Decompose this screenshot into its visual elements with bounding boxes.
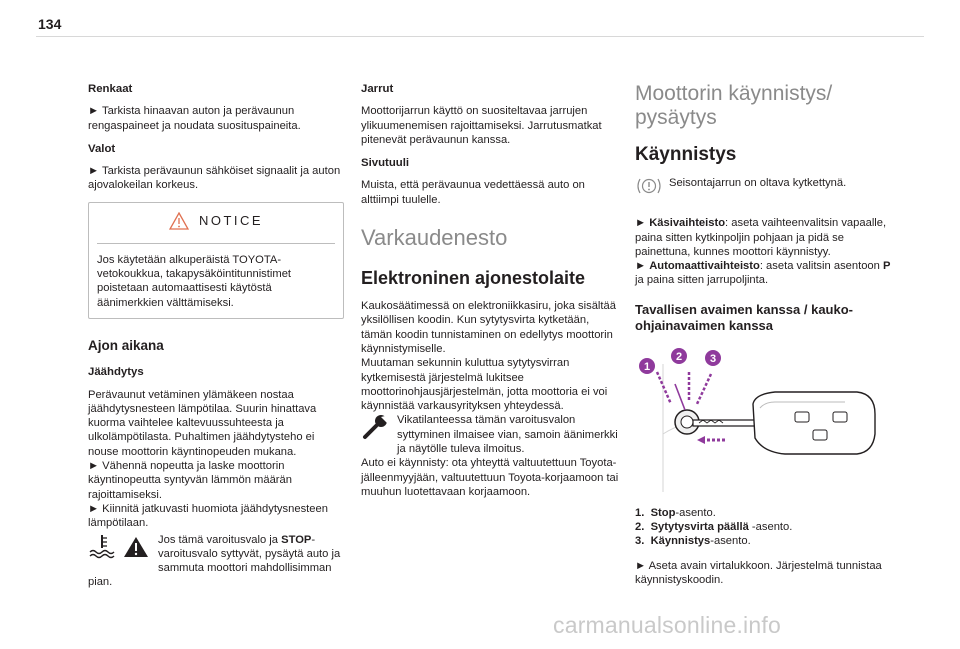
auto-desc-a: : aseta valitsin asentoon: [759, 260, 883, 273]
wrench-warning: [361, 413, 619, 456]
jaahdytys-p1: Perävaunut vetäminen ylämäkeen nostaa jäähdytysnesteen lämpötilaa. Suurin hinattava kuorma vaihtelee kaltevuussuhteesta ja ulkolämpötilasta. Puhaltimen jäähdytysteho ei nouse moottorin käyntinopeuden mukana.: [88, 388, 317, 458]
notice-box: [88, 202, 344, 319]
automaatti-text: ► Automaattivaihteisto: aseta valitsin asentoon P ja paina sitten jarrupoljinta.: [635, 260, 891, 287]
vika-text-2: Auto ei käynnisty: ota yhteyttä valtuutettuun Toyota-jälleenmyyjään, valtuutettuun Toyota-korjaamoon tai muuhun luotettavaan korjaamoon.: [361, 457, 619, 498]
vika-text: Vikatilanteessa tämän varoitusvalon syttyminen ilmaisee vian, samoin äänimerkki ja näytölle tuleva ilmoitus.: [397, 414, 618, 456]
jaahdytys-p3: ► Kiinnitä jatkuvasti huomiota jäähdytysnesteen lämpötilaan.: [88, 502, 328, 530]
column-3: [635, 82, 897, 587]
seisonta-text: Seisontajarrun on oltava kytkettynä.: [669, 177, 847, 189]
auto-label: Automaattivaihteisto: [649, 260, 760, 273]
coolant-warning: [88, 533, 344, 590]
jarrut-heading: Jarrut: [361, 83, 394, 95]
kasi-desc: : aseta vaihteenvalitsin vapaalle, paina sitten kytkinpoljin pohjaan ja pidä se painettuna, kunnes moottori käynnistyy.: [635, 217, 887, 258]
jaahdytys-p2: ► Vähennä nopeutta ja laske moottorin käyntinopeutta syntyvän lämmön määrän rajoittamiseksi.: [88, 460, 292, 501]
sivutuuli-heading: Sivutuuli: [361, 157, 410, 170]
list-item: 1. Stop-asento.: [635, 506, 716, 519]
varkaudenesto-heading: Varkaudenesto: [361, 225, 508, 251]
moottorin-heading: Moottorin käynnistys/ pysäytys: [635, 82, 833, 129]
valot-text: ► Tarkista perävaunun sähköiset signaalit ja auton ajovalokeilan korkeus.: [88, 165, 341, 192]
elektroninen-p2: Muutaman sekunnin kuluttua sytytysvirran kytkemisestä järjestelmä lukitsee moottorinohjausjärjestelmän, jotta moottoria ei voi käynnistää varkausyrityksen yhteydessä.: [361, 357, 608, 413]
kaynnistys-heading: Käynnistys: [635, 144, 737, 165]
ignition-key-illustration: [635, 344, 885, 494]
warning-triangle-icon: [169, 212, 189, 230]
list-item: 2. Sytytysvirta päällä -asento.: [635, 521, 793, 534]
notice-title: NOTICE: [198, 212, 264, 228]
sivutuuli-text: Muista, että perävaunua vedettäessä auto on alttiimpi tuulelle.: [361, 179, 585, 206]
valot-heading: Valot: [88, 142, 116, 155]
parking-brake-icon: [635, 176, 663, 200]
seisonta-note: [635, 176, 897, 200]
coolant-icon: [88, 533, 152, 563]
elektroninen-heading: Elektroninen ajonestolaite: [361, 268, 586, 289]
callout-3: 3: [709, 352, 717, 365]
notice-text: Jos käytetään alkuperäistä TOYOTA-vetokoukkua, takapysäköintitunnistimet poistetaan automaattisesti käytöstä äänimerkkien välttämiseksi.: [97, 253, 292, 309]
auto-desc-b: ja paina sitten jarrupoljinta.: [635, 274, 769, 287]
renkaat-text: ► Tarkista hinaavan auton ja perävaunun rengaspaineet ja noudata suosituspaineita.: [88, 105, 301, 132]
warning-pre: Jos tämä varoitusvalo ja: [158, 533, 282, 546]
kasi-label: Käsivaihteisto: [649, 217, 726, 230]
jaahdytys-heading: Jäähdytys: [88, 366, 144, 379]
warning-stop: STOP: [281, 533, 312, 546]
jarrut-text: Moottorijarrun käyttö on suositeltavaa jarrujen ylikuumenemisen rajoittamiseksi. Jarrutusmatkat pitenevät perävaunun kanssa.: [361, 105, 602, 146]
renkaat-heading: Renkaat: [88, 83, 133, 95]
column-1: [88, 82, 344, 590]
top-divider: [36, 36, 924, 37]
watermark: carmanualsonline.info: [553, 612, 781, 638]
list-item: 3. Käynnistys-asento.: [635, 535, 751, 548]
column-2: [361, 82, 619, 499]
page-number: 134: [38, 16, 62, 32]
kasivaihteisto-text: ► Käsivaihteisto: aseta vaihteenvalitsin vapaalle, paina sitten kytkinpoljin pohjaan ja pidä se painettuna, kunnes moottori käynnistyy.: [635, 217, 887, 258]
wrench-icon: [361, 414, 391, 444]
auto-P: P: [882, 260, 891, 273]
callout-1: 1: [643, 360, 651, 373]
elektroninen-p1: Kaukosäätimessä on elektroniikkasiru, joka sisältää yksilöllisen koodin. Kun sytytysvirta kytketään, tämän koodin tunnistaminen on edellytys moottorin käynnistymiselle.: [361, 300, 616, 355]
tavallisen-heading: Tavallisen avaimen kanssa / kauko-ohjainavaimen kanssa: [635, 301, 853, 333]
position-list: [635, 506, 897, 549]
warning-post: -varoitusvalo syttyvät, pysäytä auto ja sammuta moottori mahdollisimman pian.: [88, 533, 341, 589]
callout-2: 2: [675, 350, 683, 363]
aseta-text: ► Aseta avain virtalukkoon. Järjestelmä tunnistaa käynnistyskoodin.: [635, 559, 882, 586]
ajon-aikana-heading: Ajon aikana: [88, 337, 164, 353]
